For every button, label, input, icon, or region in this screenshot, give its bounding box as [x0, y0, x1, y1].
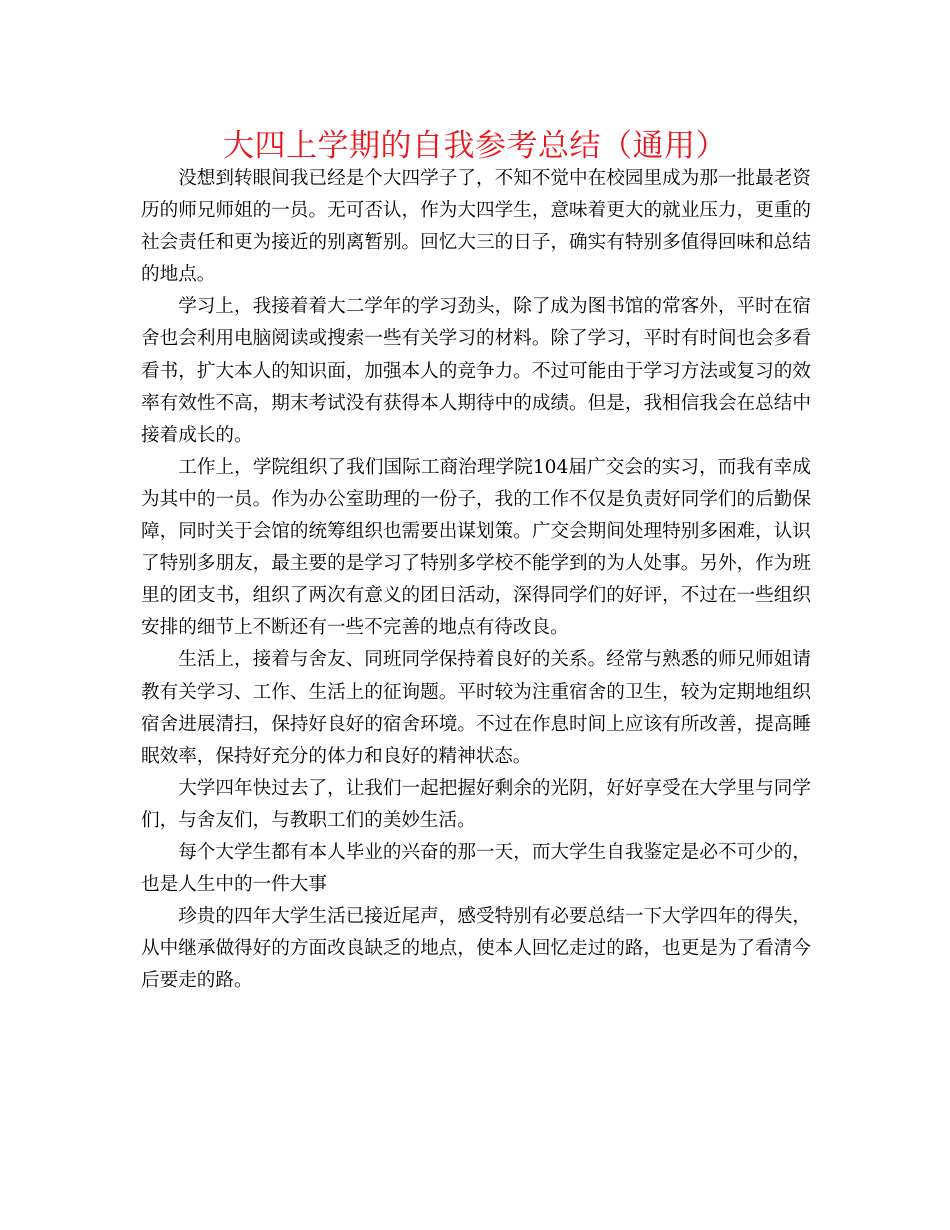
document-title: 大四上学期的自我参考总结（通用） — [223, 128, 727, 164]
paragraph: 大学四年快过去了，让我们一起把握好剩余的光阴，好好享受在大学里与同学们，与舍友们，与教职工们的美妙生活。 — [141, 777, 811, 831]
paragraph: 学习上，我接着着大二学年的学习劲头，除了成为图书馆的常客外，平时在宿舍也会利用电脑阅读或搜索一些有关学习的材料。除了学习，平时有时间也会多看看书，扩大本人的知识面，加强本人的竞争力。不过可能由于学习方法或复习的效率有效性不高，期末考试没有获得本人期待中的成绩。但是，我相信我会在总结中接着成长的。 — [141, 296, 811, 446]
paragraph: 珍贵的四年大学生活已接近尾声，感受特别有必要总结一下大学四年的得失，从中继承做得好的方面改良缺乏的地点，使本人回忆走过的路，也更是为了看清今后要走的路。 — [141, 906, 811, 992]
document-body — [141, 163, 811, 997]
paragraph: 生活上，接着与舍友、同班同学保持着良好的关系。经常与熟悉的师兄师姐请教有关学习、工作、生活上的征询题。平时较为注重宿舍的卫生，较为定期地组织宿舍进展清扫，保持好良好的宿舍环境。不过在作息时间上应该有所改善，提高睡眠效率，保持好充分的体力和良好的精神状态。 — [141, 649, 811, 767]
paragraph: 每个大学生都有本人毕业的兴奋的那一天，而大学生自我鉴定是必不可少的，也是人生中的一件大事 — [141, 841, 811, 896]
paragraph: 没想到转眼间我已经是个大四学子了，不知不觉中在校园里成为那一批最老资历的师兄师姐的一员。无可否认，作为大四学生，意味着更大的就业压力，更重的社会责任和更为接近的别离暂别。回忆大三的日子，确实有特别多值得回味和总结的地点。 — [141, 168, 811, 286]
paragraph: 工作上，学院组织了我们国际工商治理学院104届广交会的实习，而我有幸成为其中的一员。作为办公室助理的一份子，我的工作不仅是负责好同学们的后勤保障，同时关于会馆的统筹组织也需要出谋划策。广交会期间处理特别多困难，认识了特别多朋友，最主要的是学习了特别多学校不能学到的为人处事。另外，作为班里的团支书，组织了两次有意义的团日活动，深得同学们的好评，不过在一些组织安排的细节上不断还有一些不完善的地点有待改良。 — [141, 456, 811, 639]
